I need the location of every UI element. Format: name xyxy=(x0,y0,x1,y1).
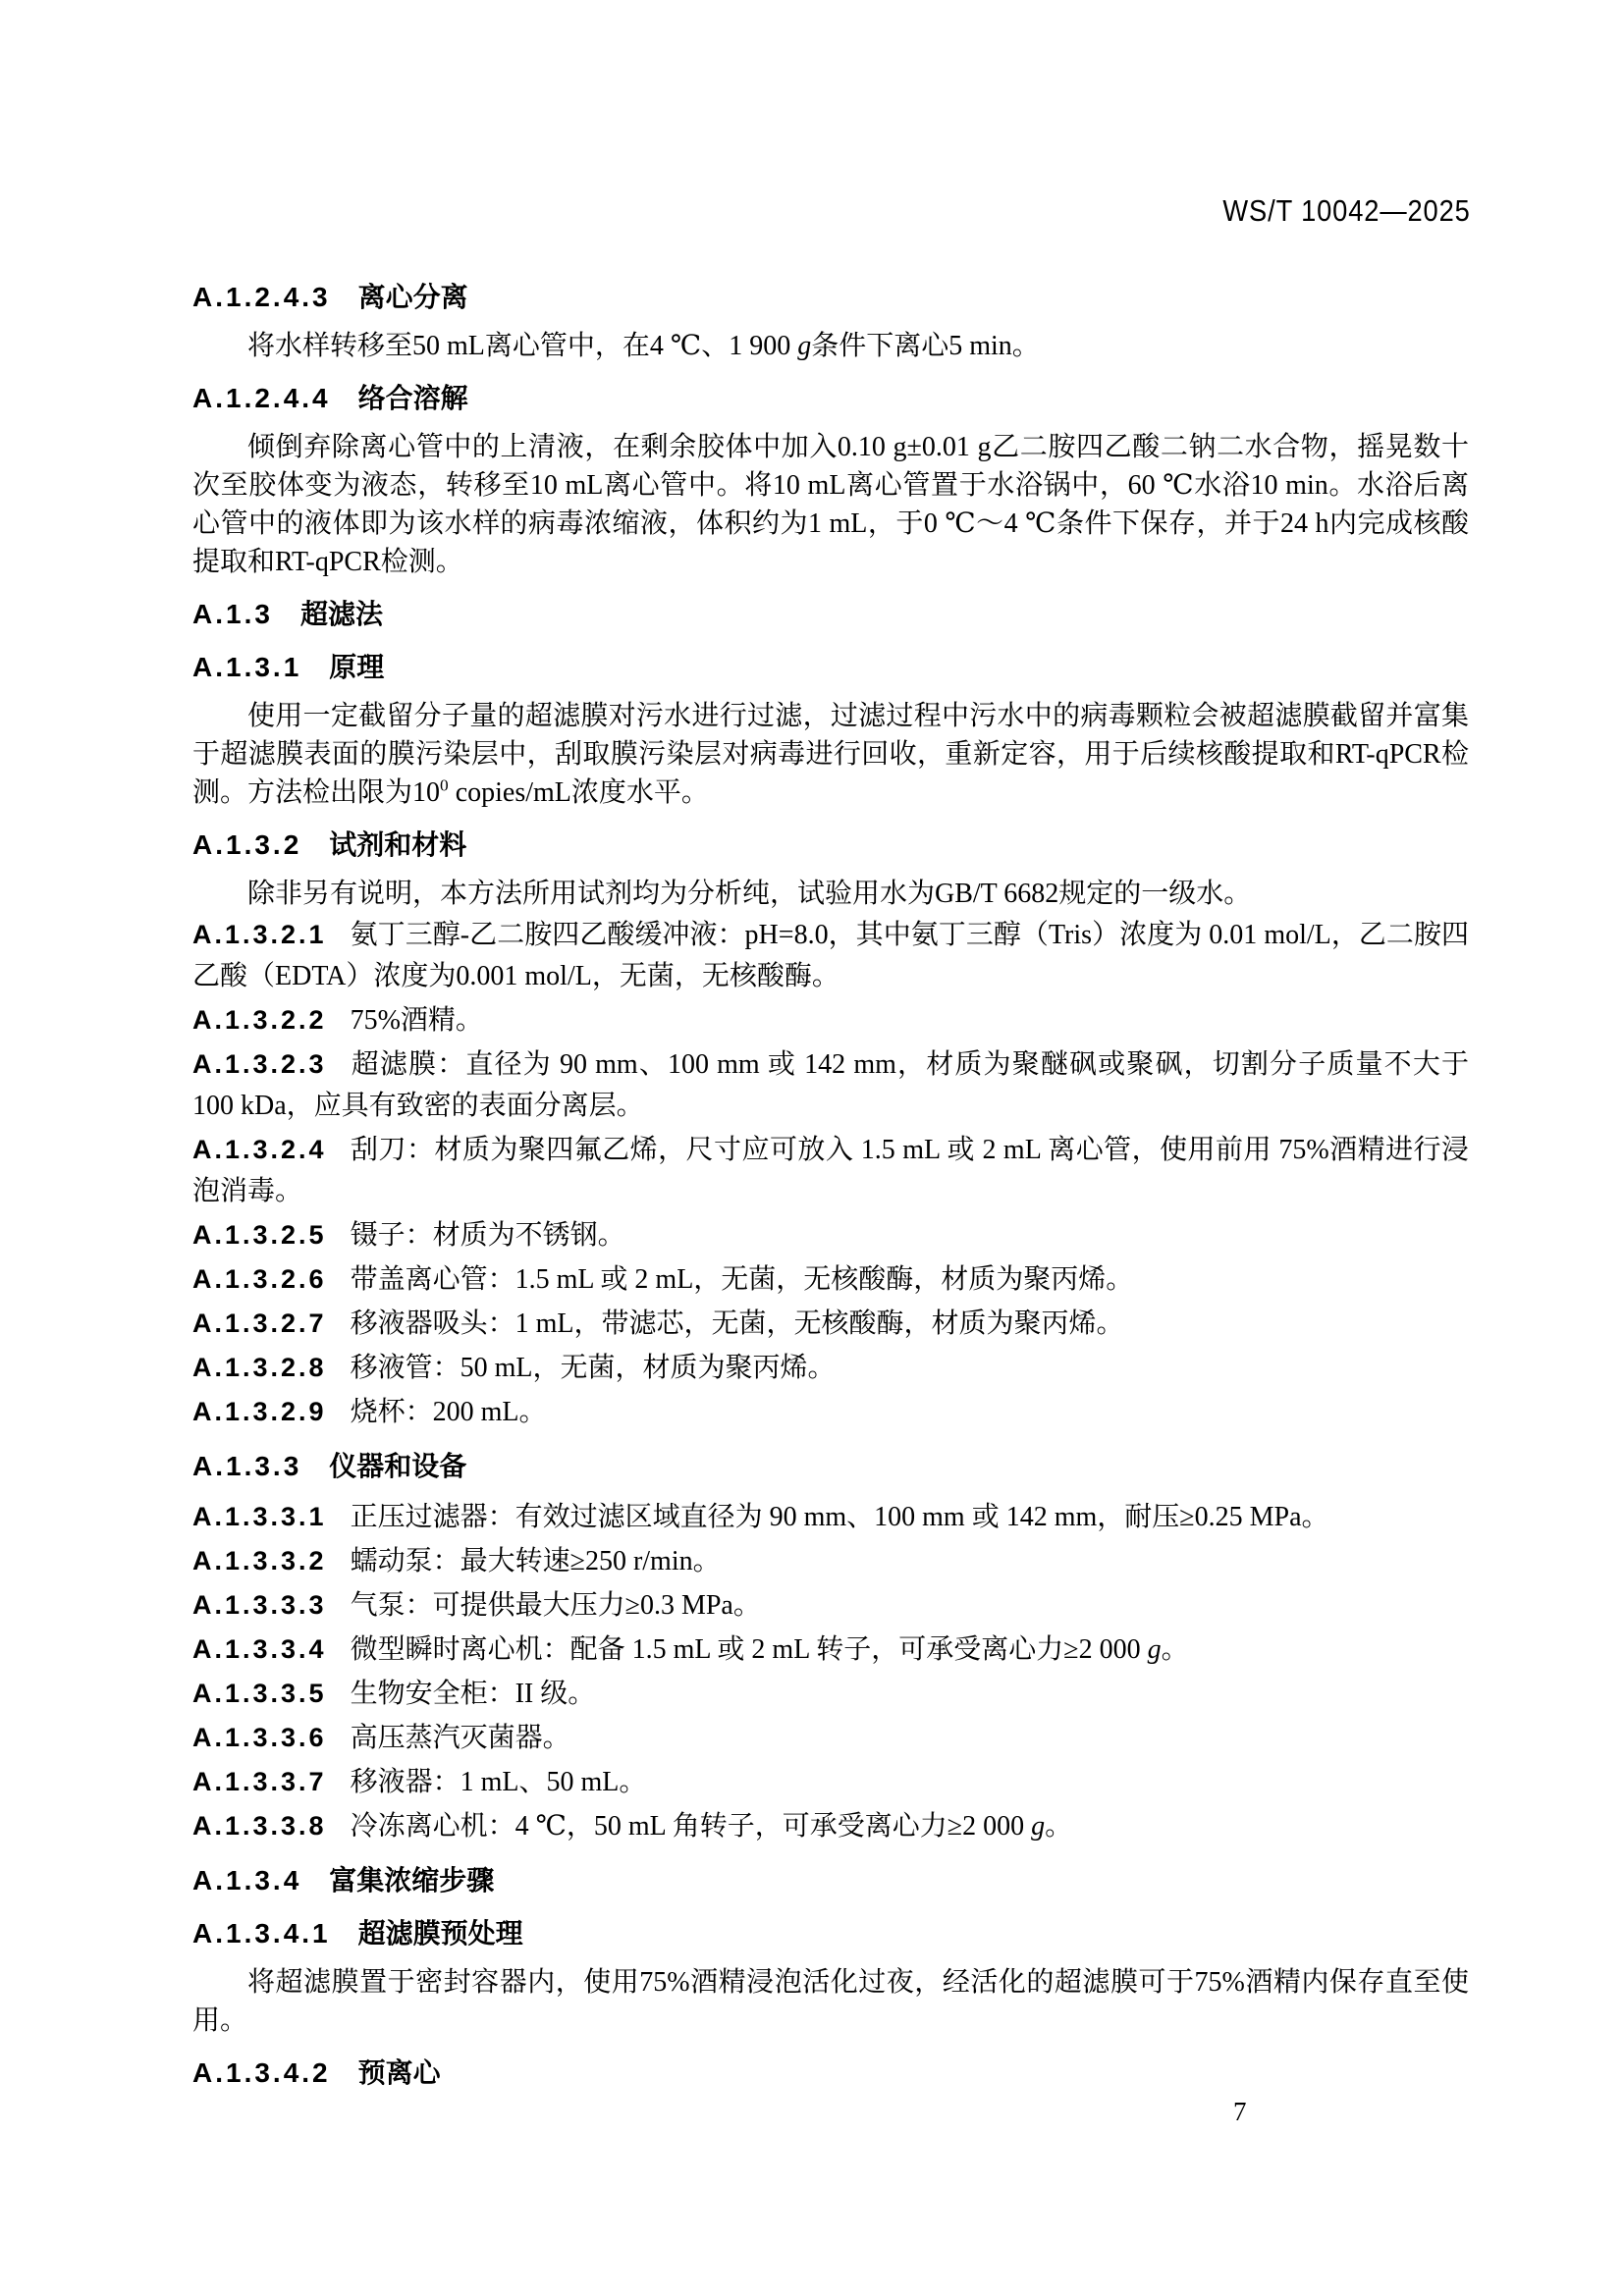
clause-item xyxy=(192,1717,1469,1759)
clause-number: A.1.3.3.8 xyxy=(192,1811,327,1841)
clause-text: 移液器吸头：1 mL，带滤芯，无菌，无核酸酶，材质为聚丙烯。 xyxy=(350,1308,1124,1339)
clause-text: 刮刀：材质为聚四氟乙烯，尺寸应可放入 1.5 mL 或 2 mL 离心管，使用前用 75%酒精进行浸泡消毒。 xyxy=(192,1135,1469,1206)
clause-item xyxy=(192,1496,1469,1538)
clause-item xyxy=(192,1258,1469,1301)
clause-item xyxy=(192,1805,1469,1847)
clause-number: A.1.3.1 xyxy=(192,652,302,682)
section-heading xyxy=(192,826,1469,865)
clause-number: A.1.3.2.2 xyxy=(192,1005,327,1035)
paragraph: 倾倒弃除离心管中的上清液，在剩余胶体中加入0.10 g±0.01 g乙二胺四乙酸二钠二水合物，摇晃数十次至胶体变为液态，转移至10 mL离心管中。将10 mL离心管置于水浴锅中，60 ℃水浴10 min。水浴后离心管中的液体即为该水样的病毒浓缩液，体积约为1 mL，于0 ℃～4 ℃条件下保存，并于24 h内完成核酸提取和RT-qPCR检测。 xyxy=(192,432,1469,577)
section-heading xyxy=(192,1447,1469,1486)
clause-text: 75%酒精。 xyxy=(350,1005,483,1036)
clause-number: A.1.3.3.6 xyxy=(192,1723,327,1752)
clause-item xyxy=(192,1673,1469,1715)
clause-item xyxy=(192,1391,1469,1433)
page-content xyxy=(192,264,1469,2103)
clause-item xyxy=(192,1214,1469,1256)
clause-text: 蠕动泵：最大转速≥250 r/min。 xyxy=(350,1546,721,1576)
clause-text: 带盖离心管：1.5 mL 或 2 mL，无菌，无核酸酶，材质为聚丙烯。 xyxy=(350,1264,1134,1295)
clause-number: A.1.3.2.8 xyxy=(192,1353,327,1382)
heading-title: 试剂和材料 xyxy=(329,829,467,860)
clause-number: A.1.3.3.2 xyxy=(192,1546,327,1575)
heading-title: 富集浓缩步骤 xyxy=(329,1865,495,1896)
clause-item xyxy=(192,1761,1469,1803)
doc-code: WS/T 10042—2025 xyxy=(1222,193,1471,228)
section-heading xyxy=(192,278,1469,317)
clause-number: A.1.3.2.3 xyxy=(192,1049,327,1079)
clause-text: 镊子：材质为不锈钢。 xyxy=(350,1220,625,1251)
paragraph: 将超滤膜置于密封容器内，使用75%酒精浸泡活化过夜，经活化的超滤膜可于75%酒精内保存直至使用。 xyxy=(192,1967,1469,2036)
heading-title: 超滤法 xyxy=(299,599,383,629)
clause-number: A.1.3.2.5 xyxy=(192,1220,327,1250)
clause-number: A.1.3.4 xyxy=(192,1865,302,1896)
clause-number: A.1.3.2.1 xyxy=(192,920,327,949)
clause-item xyxy=(192,1347,1469,1389)
clause-number: A.1.3.3.7 xyxy=(192,1767,327,1796)
clause-number: A.1.3.3.3 xyxy=(192,1590,327,1620)
clause-text: 高压蒸汽灭菌器。 xyxy=(350,1723,570,1753)
page-number: 7 xyxy=(1233,2097,1247,2126)
heading-title: 仪器和设备 xyxy=(329,1451,467,1481)
heading-title: 原理 xyxy=(329,652,385,682)
clause-text: 氨丁三醇-乙二胺四乙酸缓冲液：pH=8.0，其中氨丁三醇（Tris）浓度为 0.01 mol/L，乙二胺四乙酸（EDTA）浓度为0.001 mol/L，无菌，无核酸酶。 xyxy=(192,920,1469,991)
clause-text: 移液器：1 mL、50 mL。 xyxy=(350,1767,647,1797)
clause-number: A.1.3.3.5 xyxy=(192,1679,327,1708)
clause-number: A.1.3.2.9 xyxy=(192,1397,327,1426)
clause-number: A.1.3.2.6 xyxy=(192,1264,327,1294)
clause-item xyxy=(192,1129,1469,1212)
heading-title: 离心分离 xyxy=(357,282,468,312)
clause-item xyxy=(192,1043,1469,1127)
section-heading xyxy=(192,648,1469,687)
section-heading xyxy=(192,379,1469,418)
heading-title: 预离心 xyxy=(357,2057,441,2088)
clause-text: 微型瞬时离心机：配备 1.5 mL 或 2 mL 转子，可承受离心力≥2 000 g。 xyxy=(350,1634,1189,1665)
clause-text: 超滤膜：直径为 90 mm、100 mm 或 142 mm，材质为聚醚砜或聚砜，切割分子质量不大于 100 kDa，应具有致密的表面分离层。 xyxy=(192,1049,1469,1121)
clause-number: A.1.3.2 xyxy=(192,829,302,860)
clause-number: A.1.3.4.2 xyxy=(192,2057,331,2088)
clause-number: A.1.2.4.4 xyxy=(192,383,331,413)
section-heading xyxy=(192,1861,1469,1900)
heading-title: 络合溶解 xyxy=(357,383,468,413)
paragraph: 使用一定截留分子量的超滤膜对污水进行过滤，过滤过程中污水中的病毒颗粒会被超滤膜截留并富集于超滤膜表面的膜污染层中，刮取膜污染层对病毒进行回收，重新定容，用于后续核酸提取和RT-qPCR检测。方法检出限为$10^0$ copies/mL浓度水平。 xyxy=(192,701,1469,808)
clause-item xyxy=(192,999,1469,1041)
clause-text: 烧杯：200 mL。 xyxy=(350,1397,547,1427)
clause-number: A.1.2.4.3 xyxy=(192,282,331,312)
section-heading xyxy=(192,1914,1469,1953)
clause-number: A.1.3.2.7 xyxy=(192,1308,327,1338)
clause-text: 气泵：可提供最大压力≥0.3 MPa。 xyxy=(350,1590,761,1621)
clause-text: 生物安全柜：II 级。 xyxy=(350,1679,596,1709)
paragraph: 将水样转移至50 mL离心管中，在4 ℃、1 900 g条件下离心5 min。 xyxy=(247,331,1040,361)
section-heading xyxy=(192,595,1469,634)
clause-item xyxy=(192,1584,1469,1627)
clause-item xyxy=(192,1540,1469,1582)
clause-number: A.1.3.2.4 xyxy=(192,1135,327,1164)
clause-number: A.1.3 xyxy=(192,599,273,629)
clause-number: A.1.3.3.1 xyxy=(192,1502,327,1531)
clause-item xyxy=(192,1629,1469,1671)
clause-number: A.1.3.3.4 xyxy=(192,1634,327,1664)
paragraph: 除非另有说明，本方法所用试剂均为分析纯，试验用水为GB/T 6682规定的一级水。 xyxy=(247,879,1252,909)
clause-text: 移液管：50 mL，无菌，材质为聚丙烯。 xyxy=(350,1353,836,1383)
section-heading xyxy=(192,2054,1469,2093)
clause-text: 正压过滤器：有效过滤区域直径为 90 mm、100 mm 或 142 mm，耐压≥0.25 MPa。 xyxy=(350,1502,1329,1532)
clause-item xyxy=(192,914,1469,997)
clause-number: A.1.3.3 xyxy=(192,1451,302,1481)
clause-text: 冷冻离心机：4 ℃，50 mL 角转子，可承受离心力≥2 000 g。 xyxy=(350,1811,1073,1842)
clause-number: A.1.3.4.1 xyxy=(192,1918,331,1949)
clause-item xyxy=(192,1303,1469,1345)
heading-title: 超滤膜预处理 xyxy=(357,1918,523,1949)
